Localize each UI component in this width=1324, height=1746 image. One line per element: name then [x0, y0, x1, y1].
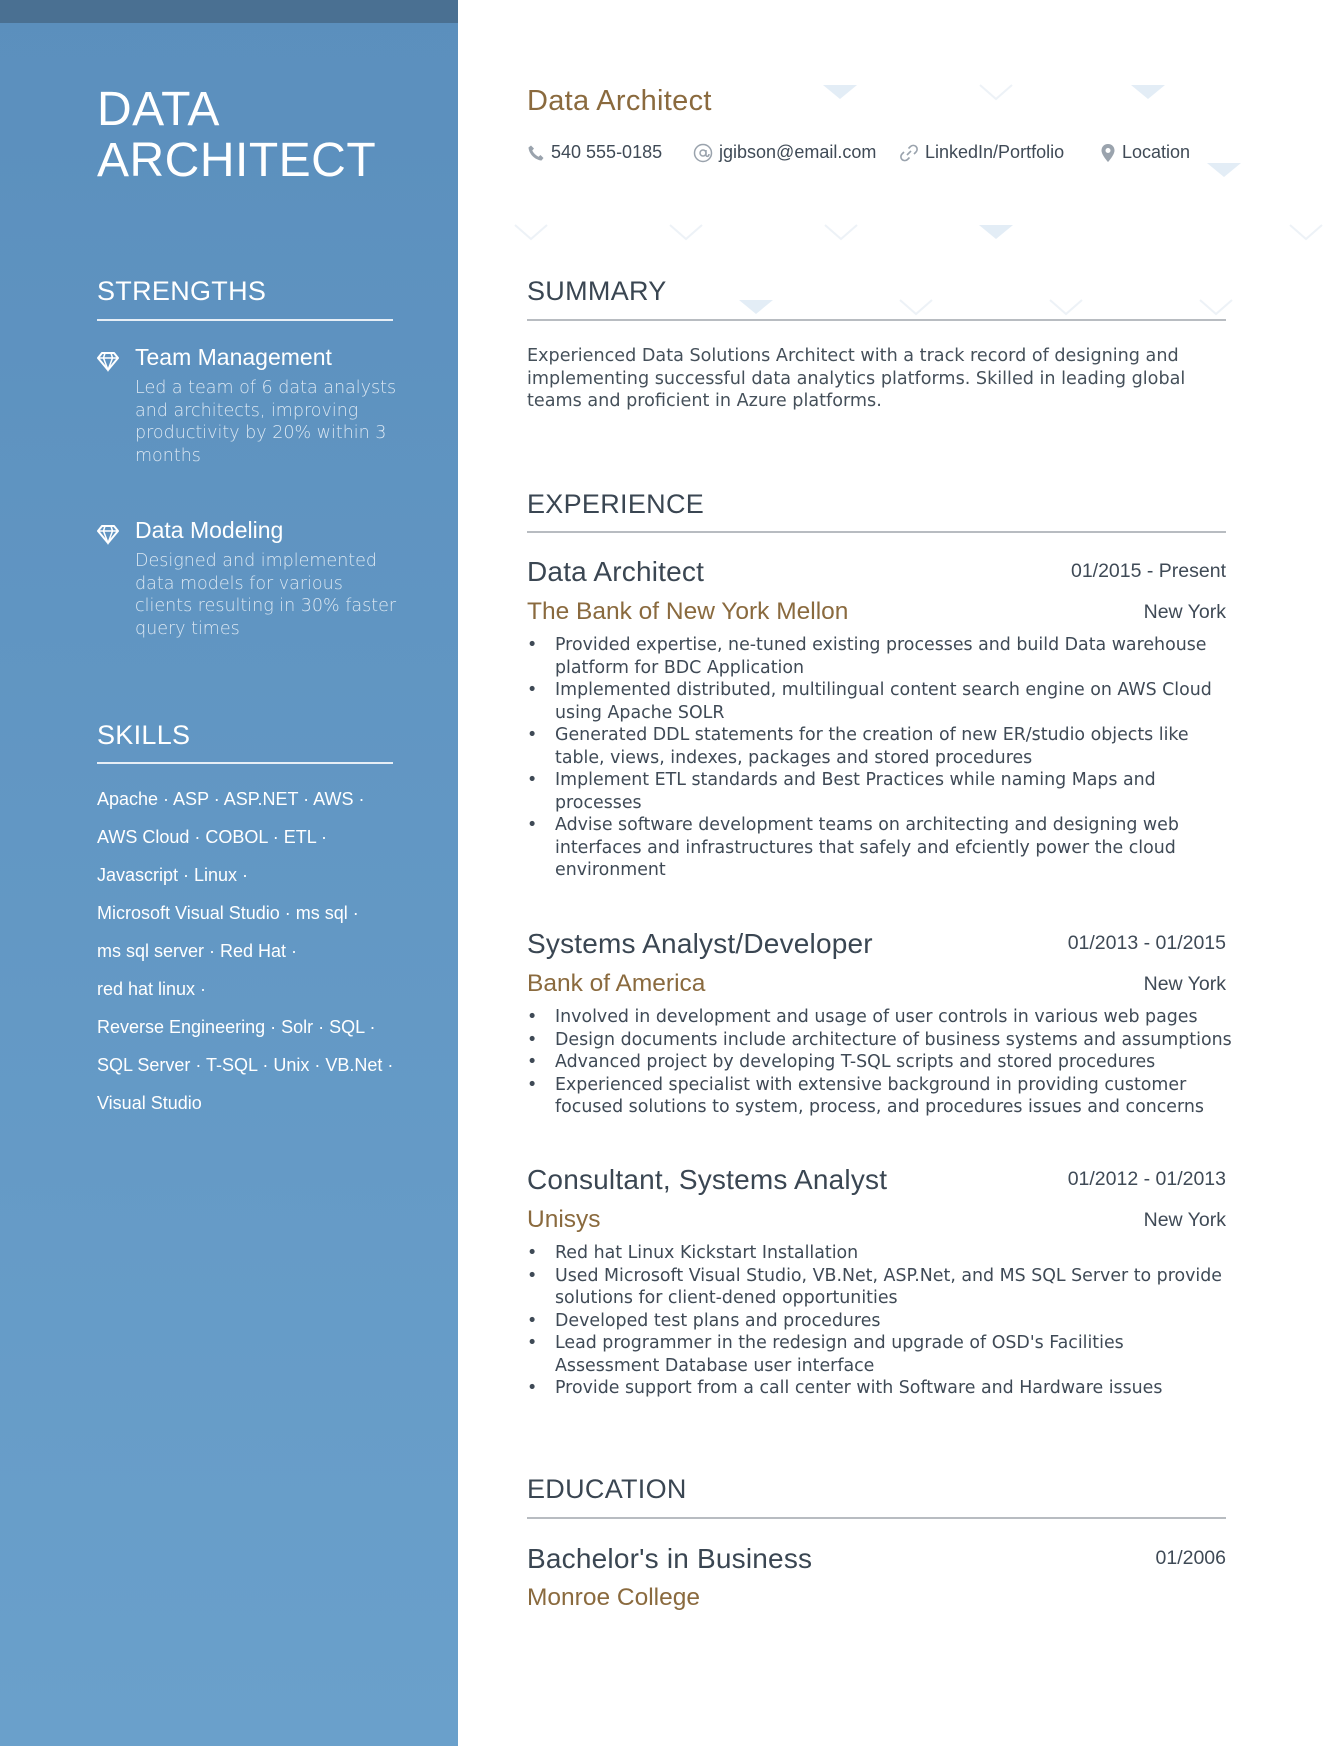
list-item: • Developed test plans and procedures — [527, 1310, 1232, 1333]
skill-line: Microsoft Visual Studio · ms sql · — [97, 903, 359, 923]
education-school: Monroe College — [527, 1584, 700, 1611]
name-line-2: ARCHITECT — [97, 134, 377, 187]
list-item: • Advanced project by developing T-SQL scripts and stored procedures — [527, 1051, 1232, 1074]
strength-description: Led a team of 6 data analysts and architects, improving productivity by 20% within 3 months — [135, 378, 397, 466]
job-company: Unisys — [527, 1206, 601, 1233]
education-degree: Bachelor's in Business — [527, 1543, 813, 1574]
job-dates: 01/2015 - Present — [1070, 560, 1226, 582]
email-text: jgibson@email.com — [719, 142, 877, 162]
experience-divider — [527, 531, 1226, 533]
job-bullets — [527, 1006, 1232, 1119]
job-role: Consultant, Systems Analyst — [527, 1164, 888, 1195]
location-text: Location — [1122, 142, 1191, 162]
skill-line: AWS Cloud · COBOL · ETL · — [97, 827, 328, 847]
contact-location — [1100, 142, 1190, 163]
skill-line: red hat linux · — [97, 979, 207, 999]
location-pin-icon — [1100, 143, 1116, 163]
skills-list — [97, 785, 417, 1127]
list-item: • Red hat Linux Kickstart Installation — [527, 1242, 1232, 1265]
strength-title: Team Management — [135, 344, 332, 370]
summary-heading: SUMMARY — [527, 276, 667, 306]
skill-line: SQL Server · T-SQL · Unix · VB.Net · — [97, 1055, 394, 1075]
diamond-icon — [97, 523, 119, 545]
strength-title: Data Modeling — [135, 517, 284, 543]
list-item: • Implemented distributed, multilingual content search engine on AWS Cloud using Apache SOLR — [527, 679, 1232, 724]
list-item: • Used Microsoft Visual Studio, VB.Net, ASP.Net, and MS SQL Server to provide solutions for client-dened opportunities — [527, 1265, 1232, 1310]
name-line-1: DATA — [97, 83, 220, 136]
job-dates: 01/2012 - 01/2013 — [1067, 1168, 1226, 1190]
strengths-heading: STRENGTHS — [97, 276, 267, 306]
job-location: New York — [1143, 1209, 1226, 1231]
job-role: Data Architect — [527, 556, 705, 587]
list-item: • Experienced specialist with extensive background in providing customer focused solutions to system, process, and procedures issues and concerns — [527, 1074, 1232, 1119]
skill-line: ms sql server · Red Hat · — [97, 941, 298, 961]
job-role: Systems Analyst/Developer — [527, 928, 873, 959]
list-item: • Design documents include architecture of business systems and assumptions — [527, 1029, 1232, 1052]
contact-phone — [527, 142, 662, 163]
contact-link[interactable] — [899, 142, 1064, 163]
education-date: 01/2006 — [1155, 1547, 1226, 1569]
link-text: LinkedIn/Portfolio — [925, 142, 1065, 162]
list-item: • Provide support from a call center with Software and Hardware issues — [527, 1377, 1232, 1400]
skill-line: Javascript · Linux · — [97, 865, 249, 885]
list-item: • Lead programmer in the redesign and upgrade of OSD's Facilities Assessment Database user interface — [527, 1332, 1232, 1377]
experience-heading: EXPERIENCE — [527, 489, 705, 519]
list-item: • Advise software development teams on architecting and designing web interfaces and infrastructures that safely and efciently power the cloud environment — [527, 814, 1232, 882]
job-company: The Bank of New York Mellon — [527, 598, 849, 625]
phone-text: 540 555-0185 — [551, 142, 663, 162]
phone-icon — [527, 144, 545, 162]
job-bullets — [527, 1242, 1232, 1400]
skill-line: Reverse Engineering · Solr · SQL · — [97, 1017, 376, 1037]
list-item: • Implement ETL standards and Best Practices while naming Maps and processes — [527, 769, 1232, 814]
job-location: New York — [1143, 601, 1226, 623]
list-item: • Provided expertise, ne-tuned existing processes and build Data warehouse platform for BDC Application — [527, 634, 1232, 679]
contact-email[interactable] — [693, 142, 876, 163]
job-company: Bank of America — [527, 970, 706, 997]
list-item: • Generated DDL statements for the creation of new ER/studio objects like table, views, indexes, packages and stored procedures — [527, 724, 1232, 769]
education-heading: EDUCATION — [527, 1474, 687, 1504]
job-dates: 01/2013 - 01/2015 — [1067, 932, 1226, 954]
summary-divider — [527, 319, 1226, 321]
skills-heading: SKILLS — [97, 720, 191, 750]
job-bullets — [527, 634, 1232, 882]
skill-line: Apache · ASP · ASP.NET · AWS · — [97, 789, 365, 809]
skill-line: Visual Studio — [97, 1093, 202, 1113]
list-item: • Involved in development and usage of user controls in various web pages — [527, 1006, 1232, 1029]
education-divider — [527, 1517, 1226, 1519]
link-icon — [899, 143, 919, 163]
at-icon — [693, 143, 713, 163]
skills-divider — [97, 762, 393, 764]
summary-text: Experienced Data Solutions Architect with a track record of designing and implementing successful data analytics platforms. Skilled in leading global teams and proficient in Azure platforms. — [527, 346, 1186, 411]
job-location: New York — [1143, 973, 1226, 995]
strength-description: Designed and implemented data models for various clients resulting in 30% faster query times — [135, 551, 397, 639]
diamond-icon — [97, 350, 119, 372]
header-job-title: Data Architect — [527, 85, 712, 117]
